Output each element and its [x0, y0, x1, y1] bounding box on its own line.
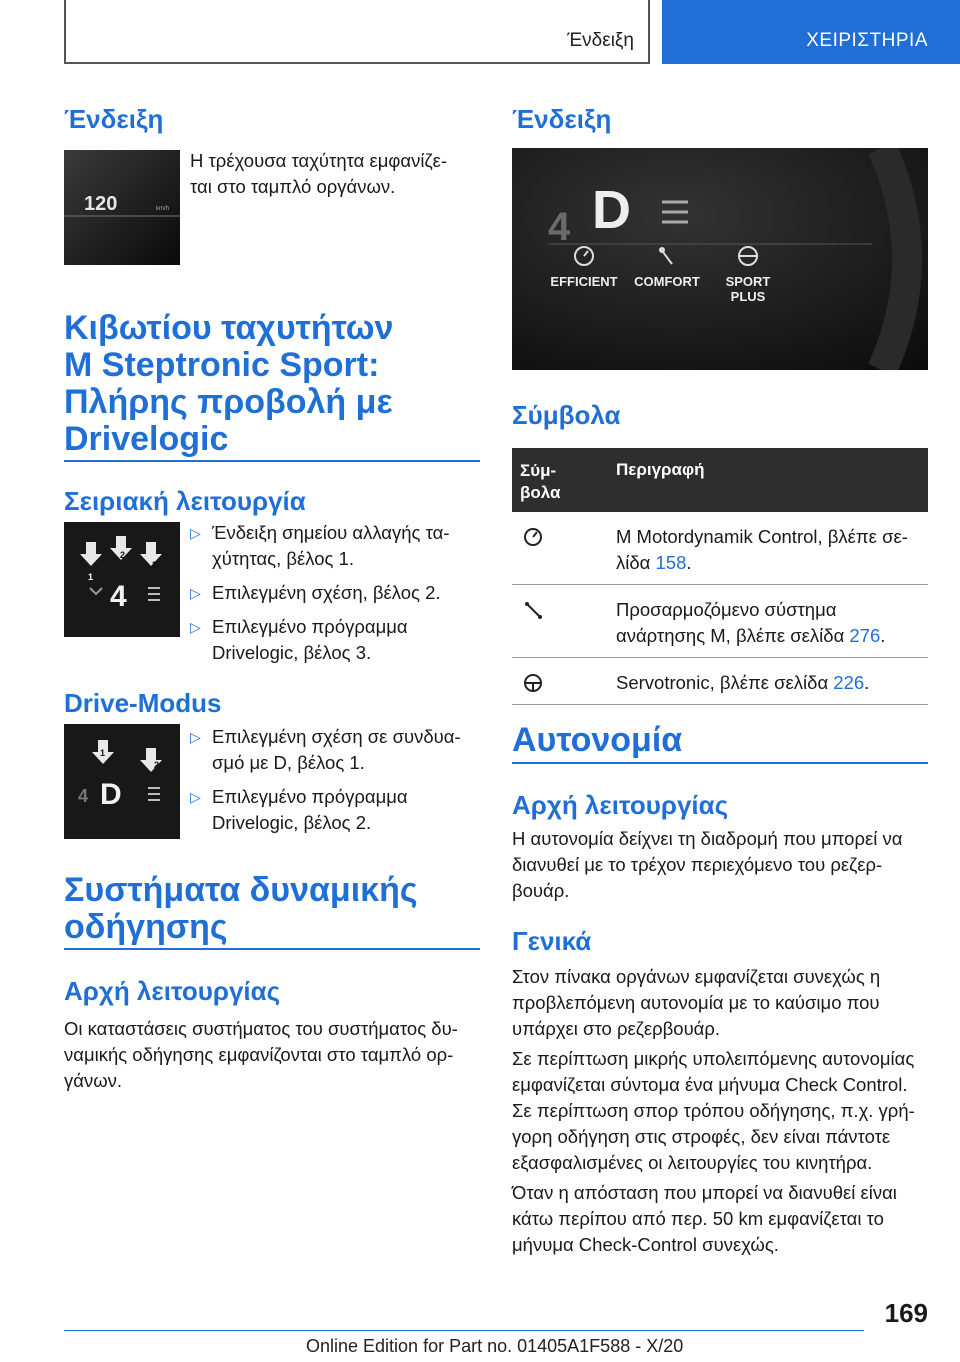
page-link[interactable]: 226	[833, 672, 865, 693]
text-line: κάτω περίπου από περ. 50 km εμφανίζεται το	[512, 1208, 884, 1229]
text-line: βουάρ.	[512, 880, 570, 901]
section-title-sequential: Σειριακή λειτουργία	[64, 486, 306, 516]
title-line: M Steptronic Sport:	[64, 346, 380, 384]
text-line: Επιλεγμένο πρόγραμμα	[212, 616, 408, 637]
text-line: βολα	[520, 483, 561, 502]
footer-divider	[64, 1330, 864, 1331]
text-line: ται στο ταμπλό οργάνων.	[190, 176, 396, 197]
title-line: Κιβωτίου ταχυτήτων	[64, 309, 394, 347]
text-line: λίδα	[616, 552, 656, 573]
text-end: .	[864, 672, 870, 693]
general-paragraph-2	[512, 1046, 942, 1176]
title-line: Drivelogic	[64, 420, 229, 458]
footer-edition: Online Edition for Part no. 01405A1F588 - X/20	[306, 1336, 684, 1356]
driving-modes-graphic	[512, 148, 928, 370]
symbols-table	[512, 448, 928, 705]
row-description	[616, 658, 928, 704]
header-chapter-title: ΧΕΙΡΙΣΤΗΡΙΑ	[806, 30, 928, 51]
text-line: Επιλεγμένη σχέση σε συνδυα-	[212, 726, 461, 747]
header-chapter-tab[interactable]	[662, 0, 960, 64]
row-description	[616, 585, 928, 657]
mode-label-sport: SPORT	[725, 274, 771, 289]
arrow-label-1: 1	[100, 748, 106, 758]
triangle-bullet-icon: ▷	[190, 729, 201, 745]
gear-number: 4	[78, 786, 89, 806]
text-line: Η αυτονομία δείχνει τη διαδρομή που μπορεί να	[512, 828, 903, 849]
text-line: εμφανίζεται σύντομα ένα μήνυμα Check Control.	[512, 1074, 908, 1095]
section-title-display-right: Ένδειξη	[512, 104, 612, 134]
triangle-bullet-icon: ▷	[190, 789, 201, 805]
text-line: διανυθεί με το τρέχον περιεχόμενο του ρεζερ-	[512, 854, 883, 875]
text-line: Σε περίπτωση σπορ τρόπου οδήγησης, π.χ. γρή-	[512, 1100, 915, 1121]
drive-mode-list	[190, 724, 485, 844]
text-line: Σύμ-	[520, 461, 557, 480]
list-item	[190, 520, 485, 572]
page-number: 169	[884, 1298, 928, 1328]
table-row	[512, 585, 928, 658]
section-title-general: Γενικά	[512, 926, 592, 956]
text-line: Στον πίνακα οργάνων εμφανίζεται συνεχώς η	[512, 966, 881, 987]
section-title-steptronic	[64, 310, 484, 458]
header-section-box	[64, 0, 650, 64]
list-item	[190, 614, 485, 666]
sequential-mode-image	[64, 522, 180, 637]
title-line: Συστήματα δυναμικής	[64, 871, 418, 909]
text-line: γάνων.	[64, 1070, 123, 1091]
triangle-bullet-icon: ▷	[190, 585, 201, 601]
range-description	[512, 826, 932, 904]
section-divider	[64, 460, 480, 462]
text-line: M Motordynamik Control, βλέπε σε-	[616, 526, 908, 547]
steering-wheel-icon	[520, 672, 546, 694]
sequential-mode-graphic	[64, 522, 180, 637]
text-line: Επιλεγμένο πρόγραμμα	[212, 786, 408, 807]
text-line: Σε περίπτωση μικρής υπολειπόμενης αυτονομίας	[512, 1048, 915, 1069]
text-line: ναμικής οδήγησης εμφανίζονται στο ταμπλό ορ-	[64, 1044, 454, 1065]
table-header	[512, 448, 928, 512]
speed-value: 120	[84, 193, 118, 215]
text-end: .	[880, 625, 886, 646]
shock-absorber-icon	[520, 599, 546, 621]
section-title-drive-modus: Drive-Modus	[64, 688, 222, 718]
drive-mode-image	[64, 724, 180, 839]
drive-letter: D	[100, 778, 122, 811]
text-line: Servotronic, βλέπε σελίδα	[616, 672, 834, 693]
title-line: οδήγησης	[64, 908, 228, 946]
text-line: Drivelogic, βέλος 2.	[212, 812, 372, 833]
gauge-icon	[520, 526, 546, 548]
text-line: σμό με D, βέλος 1.	[212, 752, 365, 773]
page-link[interactable]: 158	[655, 552, 687, 573]
section-title-principle: Αρχή λειτουργίας	[64, 976, 281, 1006]
title-line: Πλήρης προβολή με	[64, 383, 393, 421]
text-line: γορη οδήγηση στις στροφές, δεν είναι πάντοτε	[512, 1126, 891, 1147]
text-line: εξασφαλισμένες οι λειτουργίες του κινητήρα.	[512, 1152, 873, 1173]
text-line: υπάρχει στο ρεζερβουάρ.	[512, 1018, 721, 1039]
arrow-label-3: 3	[152, 560, 158, 570]
general-paragraph-3	[512, 1180, 942, 1258]
section-title-display: Ένδειξη	[64, 104, 164, 134]
sequential-mode-list	[190, 520, 485, 674]
text-line: Επιλεγμένη σχέση, βέλος 2.	[212, 582, 441, 603]
speed-display-image	[64, 150, 180, 265]
row-description	[616, 512, 928, 584]
drive-letter: D	[592, 180, 631, 240]
text-end: .	[686, 552, 692, 573]
list-item	[190, 724, 485, 776]
triangle-bullet-icon: ▷	[190, 525, 201, 541]
list-item	[190, 784, 485, 836]
gear-number: 4	[548, 205, 571, 249]
table-row	[512, 658, 928, 705]
mode-label-efficient: EFFICIENT	[550, 274, 618, 289]
table-row	[512, 512, 928, 585]
section-title-symbols: Σύμβολα	[512, 400, 621, 430]
mode-label-comfort: COMFORT	[634, 274, 700, 289]
text-line: Όταν η απόσταση που μπορεί να διανυθεί είναι	[512, 1182, 897, 1203]
section-title-principle-right: Αρχή λειτουργίας	[512, 790, 729, 820]
text-line: Ένδειξη σημείου αλλαγής τα-	[212, 522, 450, 543]
triangle-bullet-icon: ▷	[190, 619, 201, 635]
arrow-label-1: 1	[88, 572, 94, 582]
arrow-label-2: 2	[120, 550, 126, 560]
section-divider	[512, 762, 928, 764]
section-divider	[64, 948, 480, 950]
mode-label-plus: PLUS	[730, 289, 766, 304]
text-line: Προσαρμοζόμενο σύστημα	[616, 599, 837, 620]
text-line: Drivelogic, βέλος 3.	[212, 642, 372, 663]
general-paragraph-1	[512, 964, 942, 1042]
text-line: ανάρτησης M, βλέπε σελίδα	[616, 625, 850, 646]
header-section-title: Ένδειξη	[567, 30, 634, 51]
header-description: Περιγραφή	[616, 460, 705, 479]
speed-unit: km/h	[156, 206, 170, 212]
arrow-label-2: 2	[154, 760, 160, 770]
speed-description	[190, 148, 480, 200]
header-symbol	[520, 460, 600, 504]
gear-number: 4	[110, 580, 127, 613]
section-title-range: Αυτονομία	[512, 721, 683, 759]
driving-modes-image	[512, 148, 928, 370]
text-line: μήνυμα Check-Control συνεχώς.	[512, 1234, 779, 1255]
text-line: Οι καταστάσεις συστήματος του συστήματος δυ-	[64, 1018, 458, 1039]
dynamic-systems-description	[64, 1016, 484, 1094]
speed-display-graphic	[64, 150, 180, 265]
list-item	[190, 580, 485, 606]
text-line: προβλεπόμενη αυτονομία με το καύσιμο που	[512, 992, 880, 1013]
drive-mode-graphic	[64, 724, 180, 839]
page-link[interactable]: 276	[849, 625, 881, 646]
text-line: Η τρέχουσα ταχύτητα εμφανίζε-	[190, 150, 448, 171]
text-line: χύτητας, βέλος 1.	[212, 548, 354, 569]
section-title-dynamic-systems	[64, 872, 484, 946]
